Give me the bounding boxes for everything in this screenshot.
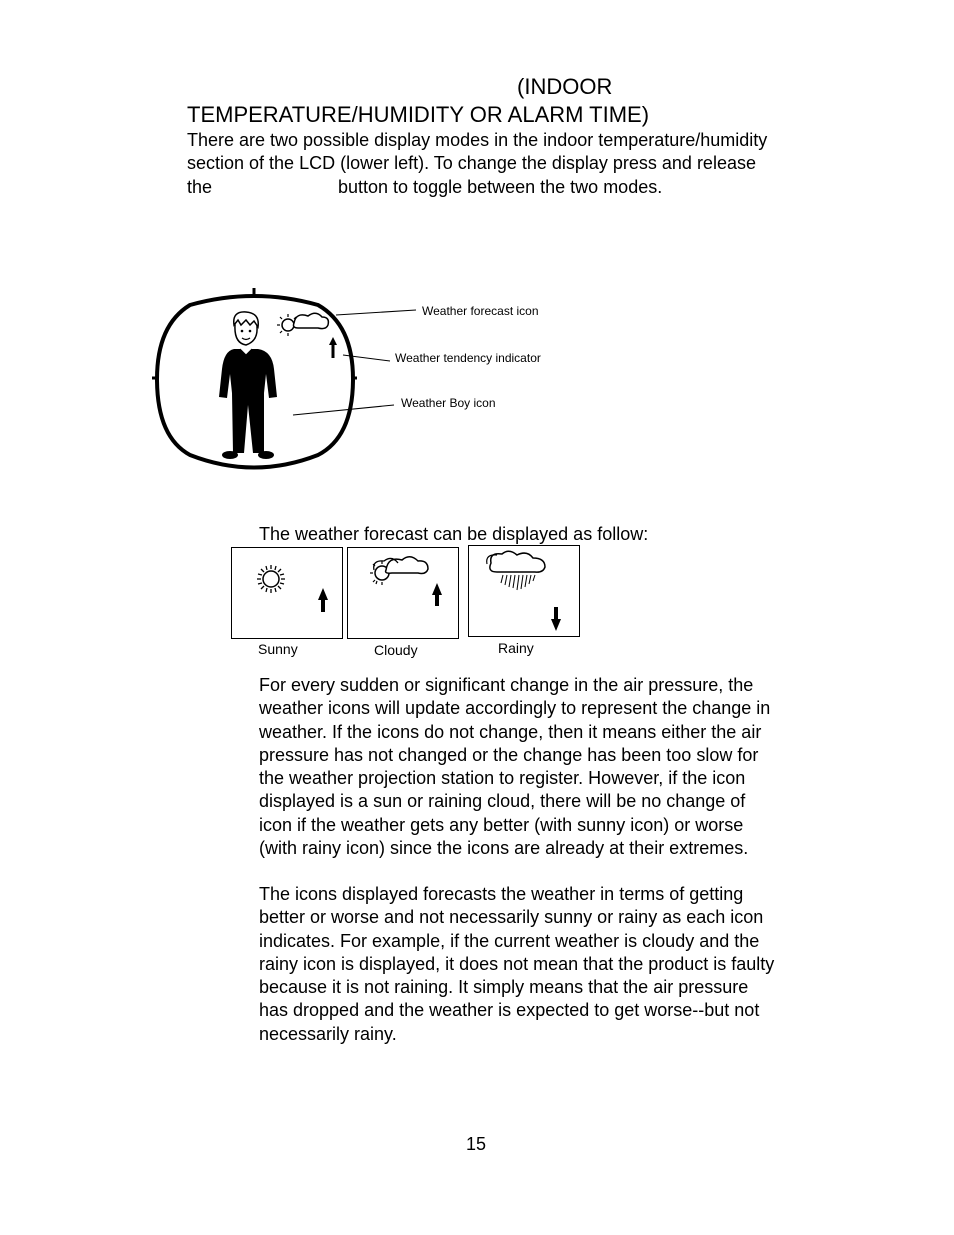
up-arrow-icon — [318, 588, 328, 612]
body-paragraph-1 — [259, 674, 770, 860]
lcd-diagram — [150, 285, 570, 480]
sun-behind-cloud-icon — [277, 313, 328, 336]
down-arrow-icon — [551, 607, 561, 631]
paragraph-line: because it is not raining. It simply means that the air pressure — [259, 977, 749, 998]
body-paragraph-2 — [259, 883, 774, 1046]
up-arrow-icon — [432, 583, 442, 606]
page-number: 15 — [466, 1134, 487, 1154]
intro-line: There are two possible display modes in the indoor temperature/humidity — [187, 130, 768, 150]
forecast-box-cloudy — [347, 547, 459, 639]
paragraph-line: icon if the weather gets any better (with sunny icon) or worse — [259, 814, 744, 835]
label-tendency-indicator: Weather tendency indicator — [395, 351, 541, 365]
label-weather-boy-icon: Weather Boy icon — [401, 396, 496, 410]
forecast-label-sunny: Sunny — [258, 641, 298, 657]
up-arrow-icon — [329, 337, 337, 358]
forecast-box-sunny — [231, 547, 343, 639]
paragraph-line: has dropped and the weather is expected to get worse--but not — [259, 1000, 760, 1021]
section-heading-line2: TEMPERATURE/HUMIDITY OR ALARM TIME) — [187, 102, 650, 127]
paragraph-line: For every sudden or significant change in the air pressure, the — [259, 675, 754, 695]
forecast-label-rainy: Rainy — [498, 640, 534, 656]
sun-icon — [257, 565, 285, 593]
intro-line-end: button to toggle between the two modes. — [338, 176, 663, 197]
paragraph-line: indicates. For example, if the current weather is cloudy and the — [259, 930, 760, 951]
rain-cloud-icon — [487, 551, 545, 590]
intro-paragraph — [187, 129, 767, 199]
paragraph-line: necessarily rainy. — [259, 1023, 397, 1044]
paragraph-line: pressure has not changed or the change has been too slow for — [259, 744, 759, 765]
leader-line — [336, 310, 416, 315]
leader-line — [293, 405, 394, 415]
intro-line: section of the LCD (lower left). To change the display press and release — [187, 153, 756, 174]
paragraph-line: displayed is a sun or raining cloud, there will be no change of — [259, 791, 746, 812]
paragraph-line: better or worse and not necessarily sunny or rainy as each icon — [259, 907, 764, 928]
forecast-label-cloudy: Cloudy — [374, 642, 418, 658]
intro-line-start: the — [187, 176, 213, 197]
paragraph-line: the weather projection station to register. However, if the icon — [259, 768, 746, 789]
paragraph-line: (with rainy icon) since the icons are already at their extremes. — [259, 838, 749, 859]
sun-cloud-icon — [370, 557, 428, 585]
section-heading-line1: (INDOOR — [517, 74, 613, 99]
paragraph-line: The icons displayed forecasts the weather in terms of getting — [259, 884, 744, 904]
label-forecast-icon: Weather forecast icon — [422, 304, 539, 318]
paragraph-line: weather. If the icons do not change, then it means either the air — [259, 721, 762, 742]
paragraph-line: rainy icon is displayed, it does not mean that the product is faulty — [259, 953, 775, 974]
forecast-intro: The weather forecast can be displayed as follow: — [259, 524, 649, 544]
weather-boy-icon — [219, 312, 277, 459]
forecast-box-rainy — [468, 545, 580, 637]
paragraph-line: weather icons will update accordingly to represent the change in — [259, 698, 771, 719]
